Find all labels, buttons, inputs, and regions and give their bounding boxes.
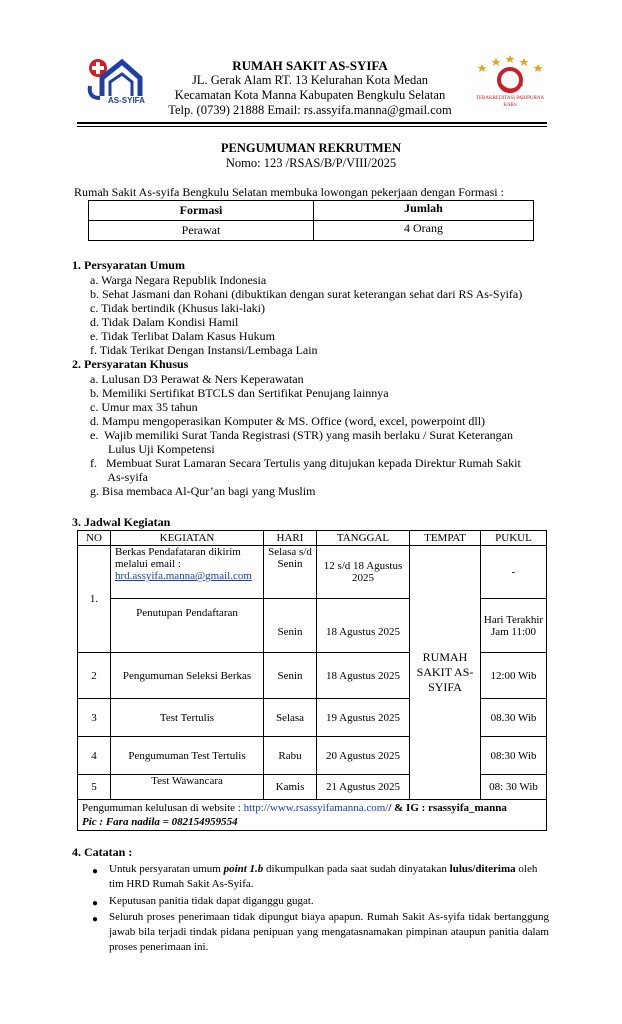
list-item: As-syifa [90,470,148,484]
hospital-logo [82,56,146,110]
row-hari: Senin [264,653,317,699]
list-item: f. Membuat Surat Lamaran Secara Tertulis yang ditujukan kepada Direktur Rumah Sakit [90,456,521,470]
list-item: e. Wajib memiliki Surat Tanda Registrasi (STR) yang masih berlaku / Surat Keterangan [90,428,513,442]
formasi-header: Formasi [89,201,314,221]
jumlah-header: Jumlah [314,201,534,221]
row-hari: Selasa [264,699,317,737]
section-1-heading: 1. Persyaratan Umum [72,258,185,272]
row-tanggal: 12 s/d 18 Agustus 2025 [317,546,410,599]
section-3 [72,515,170,529]
row-hari: Rabu [264,737,317,775]
contact-line: Telp. (0739) 21888 Email: rs.assyifa.manna@gmail.com [168,103,452,117]
row-no: 2 [78,653,111,699]
announcement-title: PENGUMUMAN REKRUTMEN [220,141,402,155]
row-no: 1. [78,546,111,653]
email-link[interactable]: hrd.assyifa.manna@gmail.com [115,570,252,582]
letterhead [150,58,470,118]
col-header-no: NO [78,531,111,546]
section-2 [72,357,188,371]
announcement-title-block [0,141,622,171]
row-tempat: RUMAH SAKIT AS- SYIFA [410,546,481,800]
list-item: d. Mampu mengoperasikan Komputer & MS. Office (word, excel, powerpoint dll) [90,414,486,428]
list-item: a. Lulusan D3 Perawat & Ners Keperawatan [90,372,304,386]
formasi-table [88,200,534,241]
row-hari: Senin [264,599,317,653]
address-line-2: Kecamatan Kota Manna Kabupaten Bengkulu Selatan [174,88,446,102]
row-pukul: 08.30 Wib [481,699,547,737]
col-header-hari: HARI [264,531,317,546]
schedule-table [77,530,547,831]
section-1 [72,258,185,272]
bullet-icon: ● [92,898,99,909]
row-pukul: 12:00 Wib [481,653,547,699]
header-rule-thick [77,122,547,124]
note-text: oleh tim HRD Rumah Sakit As-Syifa. [109,863,538,890]
intro-text: Rumah Sakit As-syifa Bengkulu Selatan membuka lowongan pekerjaan dengan Formasi : [74,185,504,199]
list-item: b. Sehat Jasmani dan Rohani (dibuktikan dengan surat keterangan sehat dari RS As-Syifa) [90,287,523,301]
col-header-tempat: TEMPAT [410,531,481,546]
section-3-heading: 3. Jadwal Kegiatan [72,515,171,529]
row-tanggal: 18 Agustus 2025 [317,653,410,699]
footer-prefix: Pengumuman kelulusan di website : [82,802,244,814]
jumlah-cell: 4 Orang [314,221,534,241]
col-header-tanggal: TANGGAL [317,531,410,546]
list-item: b. Memiliki Sertifikat BTCLS dan Sertifikat Penujang lainnya [90,386,389,400]
note-3: Seluruh proses penerimaan tidak dipungut biaya apapun. Rumah Sakit As-syifa tidak bertanggung jawab bila terjadi tindak pidana penipuan yang mengatasnamakan pimpinan ataupun panitia dalam proses penerimaan ini. [109,911,549,953]
footer-ig: / & IG : rsassyifa_manna [388,802,507,814]
row-pukul: - [481,546,547,599]
row-tanggal: 18 Agustus 2025 [317,599,410,653]
list-item: d. Tidak Dalam Kondisi Hamil [90,315,239,329]
note-text: dikumpulkan pada saat sudah dinyatakan [263,863,450,875]
list-item: f. Tidak Terikat Dengan Instansi/Lembaga Lain [90,343,318,357]
table-footer [78,800,547,831]
list-item: Lulus Uji Kompetensi [90,442,215,456]
row-kegiatan: Test Tertulis [111,699,264,737]
row-tanggal: 19 Agustus 2025 [317,699,410,737]
row-no: 4 [78,737,111,775]
row-pukul: 08: 30 Wib [481,775,547,800]
col-header-pukul: PUKUL [481,531,547,546]
list-item: a. Warga Negara Republik Indonesia [90,273,267,287]
table-footer-row [78,800,547,831]
list-item: g. Bisa membaca Al-Qur’an bagi yang Muslim [90,484,316,498]
section-4 [72,845,132,859]
bullet-icon: ● [92,866,99,877]
formasi-cell: Perawat [89,221,314,241]
row-pukul: 08:30 Wib [481,737,547,775]
list-item: e. Tidak Terlibat Dalam Kasus Hukum [90,329,275,343]
list-item: c. Umur max 35 tahun [90,400,198,414]
row-kegiatan: Penutupan Pendaftaran [111,599,264,653]
note-2: Keputusan panitia tidak dapat diganggu gugat. [109,895,314,907]
note-text: Untuk persyaratan umum [109,863,224,875]
list-item: c. Tidak bertindik (Khusus laki-laki) [90,301,265,315]
note-emphasis: point 1.b [223,863,264,875]
website-link[interactable]: http://www.rsassyifamanna.com/ [243,802,389,814]
bullet-icon: ● [92,914,99,925]
note-emphasis: lulus/diterima [449,863,516,875]
row-hari: Kamis [264,775,317,800]
section-4-heading: 4. Catatan : [72,845,133,859]
org-name: RUMAH SAKIT AS-SYIFA [232,58,388,73]
row-no: 3 [78,699,111,737]
logo-text: AS-SYIFA [108,96,145,105]
footer-line-1 [82,801,542,815]
row-pukul: Hari Terakhir Jam 11:00 [481,599,547,653]
kegiatan-text: Berkas Pendafataran dikirim melalui email : [115,546,241,570]
row-kegiatan: Pengumuman Test Tertulis [111,737,264,775]
section-2-heading: 2. Persyaratan Khusus [72,357,189,371]
accreditation-sub: KARS [503,103,517,108]
announcement-number: Nomo: 123 /RSAS/B/P/VIII/2025 [225,156,397,170]
note-1 [109,862,549,892]
footer-pic: Pic : Fara nadila = 082154959554 [82,816,238,828]
col-header-kegiatan: KEGIATAN [111,531,264,546]
accreditation-logo [470,54,550,110]
table-row [78,546,547,599]
row-kegiatan: Test Wawancara [111,775,264,800]
address-line-1: JL. Gerak Alam RT. 13 Kelurahan Kota Medan [191,73,429,87]
row-no: 5 [78,775,111,800]
row-tanggal: 21 Agustus 2025 [317,775,410,800]
row-kegiatan: Pengumuman Seleksi Berkas [111,653,264,699]
row-tanggal: 20 Agustus 2025 [317,737,410,775]
accreditation-text: TERAKREDITASI PARIPURNA [475,96,545,101]
header-rule-thin [77,126,547,127]
row-kegiatan [111,546,264,599]
row-hari: Selasa s/d Senin [264,546,317,599]
